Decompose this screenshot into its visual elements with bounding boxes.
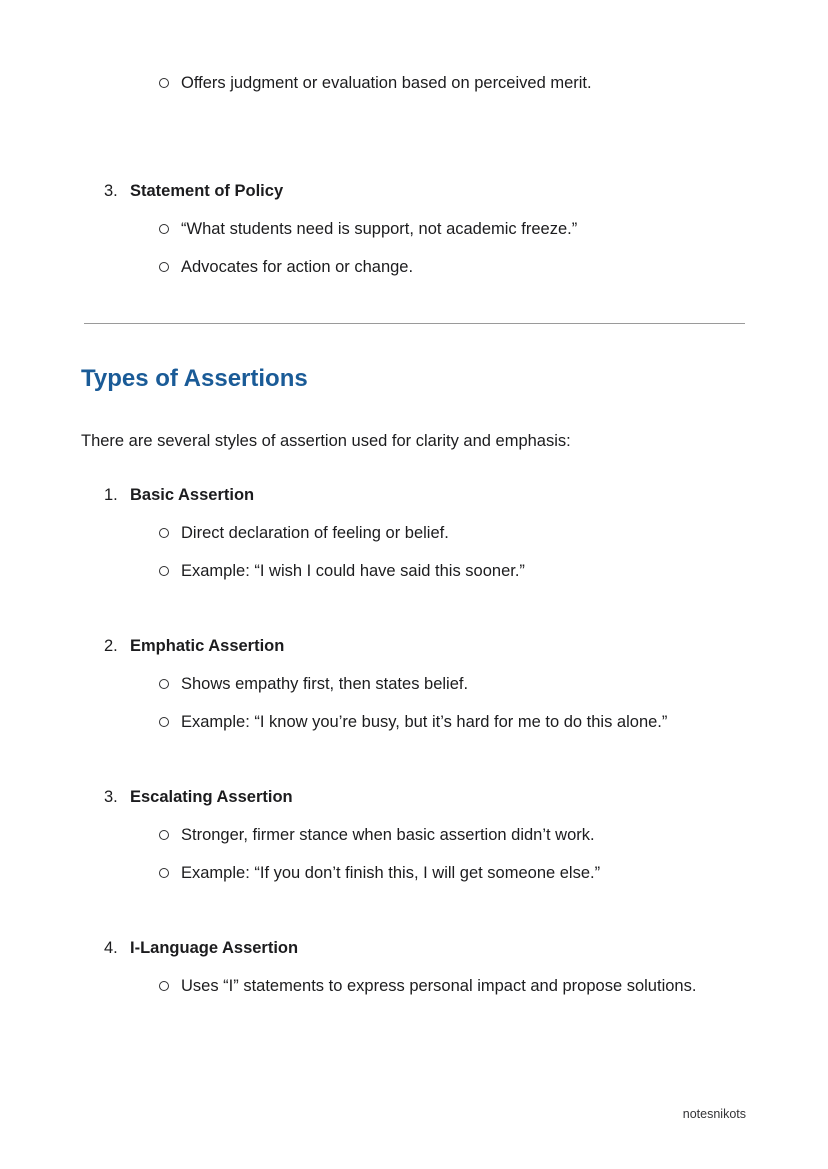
item-title-row	[81, 627, 745, 665]
item-title: Escalating Assertion	[130, 788, 293, 806]
circle-bullet-icon	[159, 224, 169, 234]
list-item	[81, 854, 745, 892]
item-number: 3.	[104, 182, 118, 200]
item-title: I-Language Assertion	[130, 939, 299, 957]
item-title: Statement of Policy	[130, 182, 284, 200]
top-carryover-bullet	[81, 64, 745, 102]
circle-bullet-icon	[159, 830, 169, 840]
list-item	[81, 552, 745, 590]
circle-bullet-icon	[159, 262, 169, 272]
footer-credit: notesnikots	[682, 1107, 746, 1121]
list-item	[81, 967, 745, 1005]
item-title-row	[81, 476, 745, 514]
item-title-row	[81, 172, 745, 210]
circle-bullet-icon	[159, 78, 169, 88]
bullet-text: Uses “I” statements to express personal impact and propose solutions.	[181, 977, 697, 995]
section-divider	[84, 323, 745, 324]
bullet-text: Example: “I know you’re busy, but it’s hard for me to do this alone.”	[181, 713, 668, 731]
list-item	[81, 248, 745, 286]
bullet-text: Direct declaration of feeling or belief.	[181, 524, 449, 542]
circle-bullet-icon	[159, 717, 169, 727]
list-item	[81, 816, 745, 854]
circle-bullet-icon	[159, 679, 169, 689]
numbered-item-basic-assertion	[81, 476, 745, 590]
numbered-item-emphatic-assertion	[81, 627, 745, 741]
item-title: Emphatic Assertion	[130, 637, 285, 655]
numbered-item-statement-of-policy	[81, 172, 745, 286]
section-intro: There are several styles of assertion used for clarity and emphasis:	[81, 432, 571, 450]
item-title-row	[81, 929, 745, 967]
item-number: 4.	[104, 939, 118, 957]
bullet-text: Example: “If you don’t finish this, I will get someone else.”	[181, 864, 601, 882]
circle-bullet-icon	[159, 868, 169, 878]
list-item	[81, 703, 745, 741]
circle-bullet-icon	[159, 528, 169, 538]
numbered-item-i-language-assertion	[81, 929, 745, 1005]
list-item	[81, 210, 745, 248]
circle-bullet-icon	[159, 981, 169, 991]
numbered-item-escalating-assertion	[81, 778, 745, 892]
bullet-text: Advocates for action or change.	[181, 258, 414, 276]
circle-bullet-icon	[159, 566, 169, 576]
section-heading: Types of Assertions	[81, 365, 308, 392]
bullet-text: Stronger, firmer stance when basic assertion didn’t work.	[181, 826, 595, 844]
item-number: 1.	[104, 486, 118, 504]
list-item	[81, 665, 745, 703]
bullet-text: Shows empathy first, then states belief.	[181, 675, 469, 693]
item-title-row	[81, 778, 745, 816]
item-title: Basic Assertion	[130, 486, 255, 504]
bullet-text: Offers judgment or evaluation based on perceived merit.	[181, 74, 592, 92]
list-item	[81, 64, 745, 102]
bullet-text: “What students need is support, not academic freeze.”	[181, 220, 578, 238]
item-number: 2.	[104, 637, 118, 655]
bullet-text: Example: “I wish I could have said this sooner.”	[181, 562, 525, 580]
item-number: 3.	[104, 788, 118, 806]
list-item	[81, 514, 745, 552]
